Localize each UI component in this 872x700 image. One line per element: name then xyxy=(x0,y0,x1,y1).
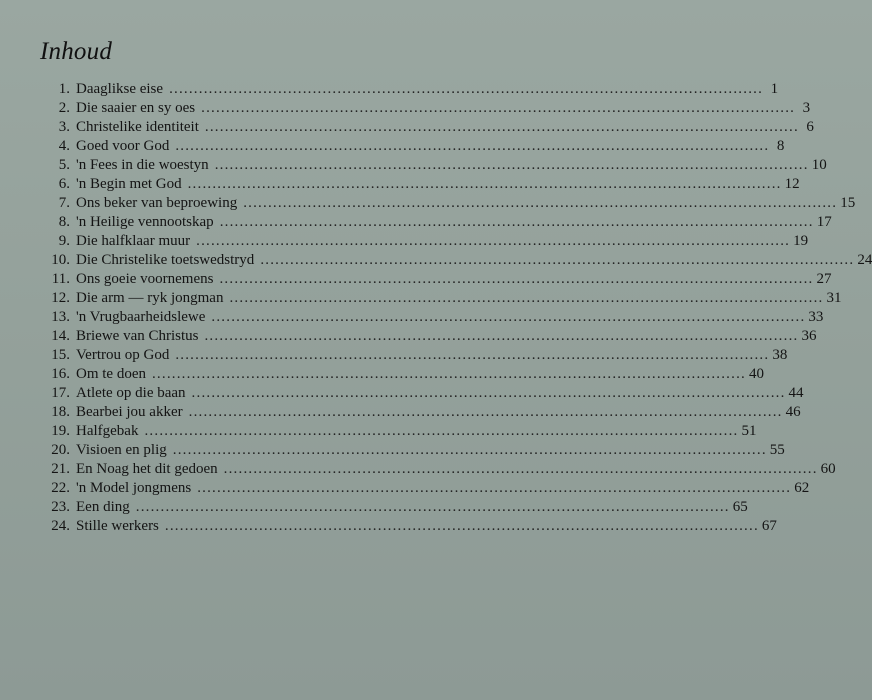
entry-page: 3 xyxy=(802,100,811,116)
entry-title: Die saaier en sy oes xyxy=(76,100,196,116)
dot-leader: ........................................................................................................................ xyxy=(229,290,824,306)
entry-number: 22. xyxy=(51,480,70,496)
entry-number: 5. xyxy=(58,157,70,173)
entry-title: Halfgebak xyxy=(76,423,139,439)
entry-page: 12 xyxy=(784,176,800,192)
dot-leader: ........................................................................................................................ xyxy=(175,138,770,154)
dot-leader: ........................................................................................................................ xyxy=(201,100,796,116)
entry-page: 46 xyxy=(785,404,801,420)
toc-entry xyxy=(46,194,856,213)
entry-number: 24. xyxy=(51,518,70,534)
toc-entry xyxy=(46,289,842,308)
dot-leader: ........................................................................................................................ xyxy=(204,119,799,135)
entry-title: 'n Heilige vennootskap xyxy=(76,214,214,230)
entry-page: 27 xyxy=(816,271,832,287)
toc-entry xyxy=(46,232,809,251)
entry-page: 8 xyxy=(776,138,785,154)
dot-leader: ........................................................................................................................ xyxy=(169,81,764,97)
toc-entry xyxy=(46,327,817,346)
toc-entry xyxy=(46,498,748,517)
toc-entry xyxy=(46,251,872,270)
entry-title: Ons beker van beproewing xyxy=(76,195,238,211)
entry-page: 65 xyxy=(732,499,748,515)
entry-number: 11. xyxy=(51,271,70,287)
entry-number: 16. xyxy=(51,366,70,382)
toc-entry xyxy=(46,346,788,365)
entry-number: 1. xyxy=(58,81,70,97)
entry-page: 33 xyxy=(808,309,824,325)
toc-entry xyxy=(46,403,801,422)
entry-number: 15. xyxy=(51,347,70,363)
entry-title: Die Christelike toetswedstryd xyxy=(76,252,255,268)
toc-entry xyxy=(46,137,785,156)
entry-number: 3. xyxy=(58,119,70,135)
entry-number: 4. xyxy=(58,138,70,154)
toc-entry xyxy=(46,118,814,137)
toc-entry xyxy=(46,99,811,118)
toc-entry xyxy=(46,422,757,441)
dot-leader: ........................................................................................................................ xyxy=(135,499,730,515)
entry-title: 'n Begin met God xyxy=(76,176,182,192)
entry-title: Ons goeie voornemens xyxy=(76,271,214,287)
entry-page: 62 xyxy=(794,480,810,496)
entry-title: Christelike identiteit xyxy=(76,119,199,135)
entry-page: 19 xyxy=(793,233,809,249)
entry-title: 'n Vrugbaarheidslewe xyxy=(76,309,206,325)
entry-number: 17. xyxy=(51,385,70,401)
entry-number: 2. xyxy=(58,100,70,116)
dot-leader: ........................................................................................................................ xyxy=(223,461,818,477)
entry-number: 9. xyxy=(58,233,70,249)
entry-page: 55 xyxy=(769,442,785,458)
entry-page: 36 xyxy=(801,328,817,344)
dot-leader: ........................................................................................................................ xyxy=(164,518,759,534)
entry-number: 19. xyxy=(51,423,70,439)
dot-leader: ........................................................................................................................ xyxy=(219,214,814,230)
entry-number: 8. xyxy=(58,214,70,230)
dot-leader: ........................................................................................................................ xyxy=(214,157,809,173)
entry-title: Die arm — ryk jongman xyxy=(76,290,224,306)
toc-entry xyxy=(46,479,810,498)
entry-page: 67 xyxy=(761,518,777,534)
toc-entry xyxy=(46,80,779,99)
entry-title: 'n Model jongmens xyxy=(76,480,192,496)
entry-number: 23. xyxy=(51,499,70,515)
entry-number: 18. xyxy=(51,404,70,420)
entry-page: 51 xyxy=(741,423,757,439)
entry-page: 60 xyxy=(820,461,836,477)
dot-leader: ........................................................................................................................ xyxy=(172,442,767,458)
toc-entry xyxy=(46,156,827,175)
toc-entry xyxy=(46,517,777,536)
dot-leader: ........................................................................................................................ xyxy=(197,480,792,496)
table-of-contents xyxy=(46,80,872,536)
dot-leader: ........................................................................................................................ xyxy=(219,271,814,287)
entry-title: Stille werkers xyxy=(76,518,159,534)
dot-leader: ........................................................................................................................ xyxy=(204,328,799,344)
entry-page: 17 xyxy=(816,214,832,230)
entry-page: 40 xyxy=(748,366,764,382)
dot-leader: ........................................................................................................................ xyxy=(175,347,770,363)
toc-entry xyxy=(46,308,824,327)
toc-entry xyxy=(46,384,804,403)
entry-page: 15 xyxy=(840,195,856,211)
toc-entry xyxy=(46,213,832,232)
dot-leader: ........................................................................................................................ xyxy=(188,404,783,420)
entry-title: Een ding xyxy=(76,499,130,515)
entry-title: Visioen en plig xyxy=(76,442,167,458)
toc-entry xyxy=(46,441,785,460)
entry-title: Atlete op die baan xyxy=(76,385,186,401)
toc-entry xyxy=(46,365,764,384)
dot-leader: ........................................................................................................................ xyxy=(260,252,855,268)
toc-entry xyxy=(46,175,800,194)
entry-page: 31 xyxy=(826,290,842,306)
entry-title: Vertrou op God xyxy=(76,347,170,363)
entry-page: 6 xyxy=(806,119,814,135)
entry-number: 12. xyxy=(51,290,70,306)
dot-leader: ........................................................................................................................ xyxy=(187,176,782,192)
entry-number: 7. xyxy=(58,195,70,211)
entry-title: Goed voor God xyxy=(76,138,170,154)
entry-number: 21. xyxy=(51,461,70,477)
entry-title: En Noag het dit gedoen xyxy=(76,461,218,477)
entry-number: 6. xyxy=(58,176,70,192)
entry-page: 1 xyxy=(770,81,779,97)
entry-page: 38 xyxy=(772,347,788,363)
toc-entry xyxy=(46,460,836,479)
entry-page: 10 xyxy=(811,157,827,173)
entry-number: 20. xyxy=(51,442,70,458)
dot-leader: ........................................................................................................................ xyxy=(196,233,791,249)
entry-title: Die halfklaar muur xyxy=(76,233,191,249)
entry-title: Daaglikse eise xyxy=(76,81,164,97)
entry-title: Briewe van Christus xyxy=(76,328,199,344)
dot-leader: ........................................................................................................................ xyxy=(211,309,806,325)
entry-title: 'n Fees in die woestyn xyxy=(76,157,209,173)
dot-leader: ........................................................................................................................ xyxy=(191,385,786,401)
dot-leader: ........................................................................................................................ xyxy=(151,366,746,382)
page-title: Inhoud xyxy=(40,38,113,65)
entry-page: 24 xyxy=(857,252,872,268)
entry-page: 44 xyxy=(788,385,804,401)
entry-title: Om te doen xyxy=(76,366,146,382)
entry-number: 10. xyxy=(51,252,70,268)
dot-leader: ........................................................................................................................ xyxy=(243,195,838,211)
entry-title: Bearbei jou akker xyxy=(76,404,183,420)
toc-entry xyxy=(46,270,832,289)
entry-number: 13. xyxy=(51,309,70,325)
entry-number: 14. xyxy=(51,328,70,344)
dot-leader: ........................................................................................................................ xyxy=(144,423,739,439)
